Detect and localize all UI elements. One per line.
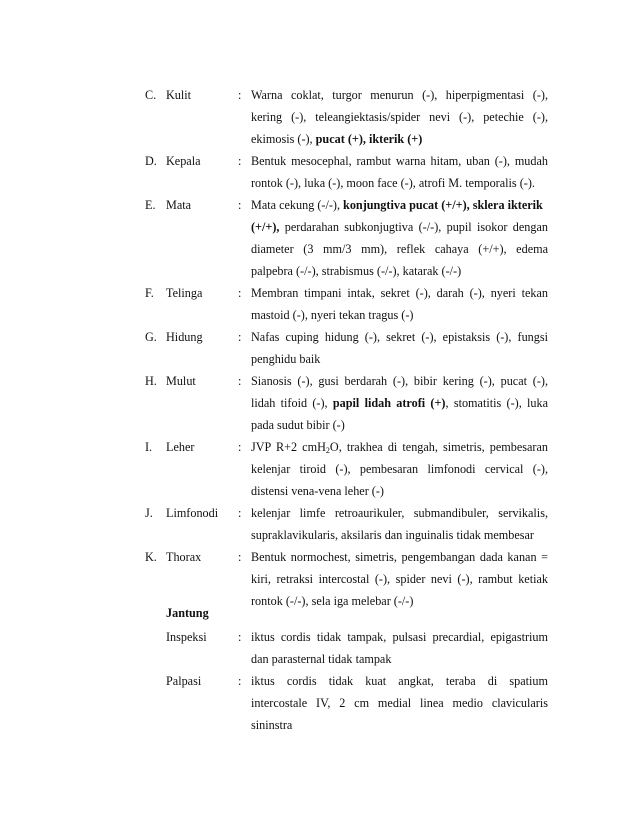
section-description [251,84,548,150]
desc-line: supraklavikularis, aksilaris dan inguinalis tidak membesar [251,528,534,542]
desc-line: dan parasternal tidak tampak [251,652,392,666]
desc-bold: papil lidah atrofi (+) [332,396,446,410]
section-label: Thorax [166,550,202,564]
jantung-heading: Jantung [166,606,209,620]
section-label: Leher [166,440,195,454]
desc-line: pada sudut bibir (-) [251,418,345,432]
desc-line: iktus cordis tidak tampak, pulsasi precardial, epigastrium [251,630,548,644]
section-label: Kulit [166,88,192,102]
desc-line: diameter (3 mm/3 mm), reflek cahaya (+/+), edema [251,242,548,256]
colon: : [238,630,242,644]
desc-line [251,216,548,238]
desc-text: , stomatitis (-), luka [445,396,549,410]
section-description [251,502,548,546]
section-letter: D. [145,154,157,168]
desc-line: Bentuk normochest, simetris, pengembangan dada kanan = [251,550,548,564]
desc-line: Nafas cuping hidung (-), sekret (-), epistaksis (-), fungsi [251,330,548,344]
section-description [251,370,548,436]
desc-line: penghidu baik [251,352,321,366]
section-letter: I. [145,440,153,454]
desc-line: Sianosis (-), gusi berdarah (-), bibir kering (-), pucat (-), [251,374,548,388]
colon: : [238,550,242,564]
sub-description [251,670,548,736]
colon: : [238,88,242,102]
desc-line: kelenjar limfe retroaurikuler, submandibuler, servikalis, [251,506,548,520]
colon: : [238,374,242,388]
section-label: Hidung [166,330,203,344]
colon: : [238,286,242,300]
desc-text: perdarahan subkonjugtiva (-/-), pupil isokor dengan [279,220,548,234]
desc-line: rontok (-), luka (-), moon face (-), atrofi M. temporalis (-). [251,176,535,190]
section-letter: H. [145,374,157,388]
desc-line: sininstra [251,718,293,732]
desc-text: Mata cekung (-/-), [251,198,344,212]
desc-line [251,392,548,414]
sub-label: Palpasi [166,674,202,688]
section-description [251,326,548,370]
section-label: Limfonodi [166,506,219,520]
section-label: Mata [166,198,192,212]
section-description [251,546,548,612]
section-letter: E. [145,198,156,212]
desc-line: intercostale IV, 2 cm medial linea medio clavicularis [251,696,548,710]
desc-line [251,128,548,150]
colon: : [238,674,242,688]
desc-line: rontok (-/-), sela iga melebar (-/-) [251,594,414,608]
desc-line: kelenjar tiroid (-), pembesaran limfonodi cervical (-), [251,462,548,476]
section-description [251,194,548,282]
section-letter: F. [145,286,154,300]
section-label: Mulut [166,374,196,388]
desc-text: JVP R+2 cmH [251,440,326,454]
desc-line: mastoid (-), nyeri tekan tragus (-) [251,308,414,322]
desc-line: iktus cordis tidak kuat angkat, teraba di spatium [251,674,548,688]
section-letter: G. [145,330,157,344]
desc-line [251,194,548,216]
desc-line: distensi vena-vena leher (-) [251,484,384,498]
desc-bold: konjungtiva pucat (+/+), sklera ikterik [343,198,543,212]
desc-line: kering (-), teleangiektasis/spider nevi (-), petechie (-), [251,110,548,124]
desc-line: Bentuk mesocephal, rambut warna hitam, uban (-), mudah [251,154,548,168]
section-letter: J. [145,506,153,520]
section-label: Kepala [166,154,201,168]
sub-label: Inspeksi [166,630,207,644]
subscript: 2 [325,446,330,455]
colon: : [238,506,242,520]
colon: : [238,198,242,212]
desc-line: palpebra (-/-), strabismus (-/-), katarak (-/-) [251,264,462,278]
desc-text: lidah tifoid (-), [251,396,333,410]
section-description [251,282,548,326]
colon: : [238,154,242,168]
section-letter: C. [145,88,157,102]
sub-description [251,626,548,670]
colon: : [238,440,242,454]
desc-line: kiri, retraksi intercostal (-), spider nevi (-), rambut ketiak [251,572,548,586]
desc-bold: (+/+), [251,220,280,234]
desc-text: ekimosis (-), [251,132,316,146]
desc-bold: pucat (+), ikterik (+) [315,132,423,146]
section-description [251,150,548,194]
colon: : [238,330,242,344]
desc-text: O, trakhea di tengah, simetris, pembesaran [329,440,548,454]
desc-line: Warna coklat, turgor menurun (-), hiperpigmentasi (-), [251,88,548,102]
section-label: Telinga [166,286,203,300]
desc-line [251,436,548,458]
desc-line: Membran timpani intak, sekret (-), darah (-), nyeri tekan [251,286,548,300]
section-description [251,436,548,502]
section-letter: K. [145,550,157,564]
